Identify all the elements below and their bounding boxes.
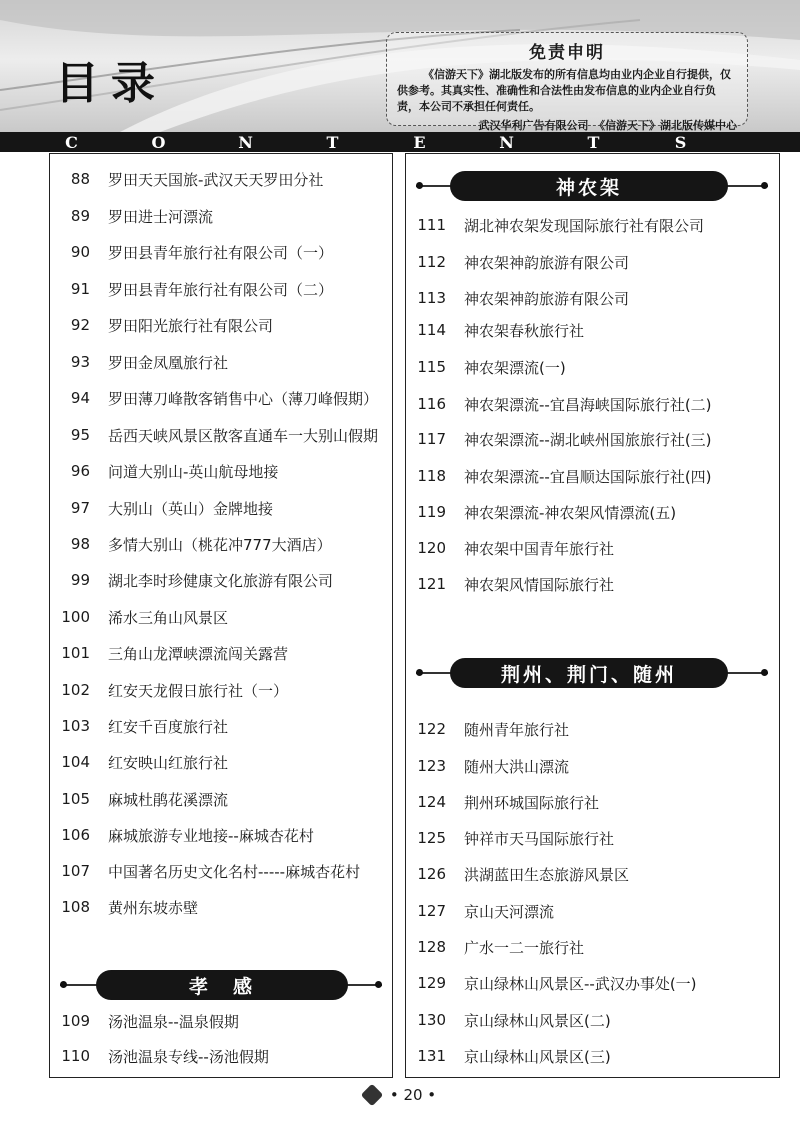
toc-entry[interactable]	[406, 754, 569, 778]
toc-entry-label: 神农架漂流--宜昌海峡国际旅行社(二)	[464, 395, 712, 414]
toc-entry[interactable]	[406, 500, 676, 524]
toc-entry[interactable]	[406, 1044, 611, 1068]
toc-entry[interactable]	[406, 971, 697, 995]
toc-entry-label: 黄州东坡赤壁	[108, 898, 199, 917]
section-banner-shennongjia	[416, 171, 768, 201]
toc-entry[interactable]	[406, 790, 599, 814]
toc-entry-number: 90	[70, 243, 90, 261]
toc-entry-number: 102	[61, 681, 90, 699]
toc-entry[interactable]	[406, 826, 614, 850]
toc-entry-label: 红安映山红旅行社	[108, 753, 229, 772]
toc-entry-number: 104	[61, 753, 90, 771]
toc-entry-number: 95	[70, 426, 90, 444]
toc-right-column	[405, 153, 780, 1078]
toc-entry[interactable]	[50, 678, 288, 702]
toc-entry[interactable]	[50, 167, 323, 191]
toc-entry[interactable]	[50, 750, 228, 774]
toc-entry[interactable]	[406, 899, 554, 923]
toc-entry-label: 汤池温泉--温泉假期	[108, 1012, 239, 1031]
toc-entry-label: 随州青年旅行社	[464, 720, 570, 739]
toc-entry-number: 126	[417, 865, 446, 883]
toc-entry[interactable]	[406, 464, 712, 488]
page-header	[0, 0, 800, 132]
toc-entry[interactable]	[50, 496, 273, 520]
toc-entry-number: 107	[61, 862, 90, 880]
toc-entry[interactable]	[406, 935, 584, 959]
toc-entry[interactable]	[406, 717, 569, 741]
contents-letter: S	[674, 132, 687, 152]
toc-entry-label: 京山天河漂流	[464, 902, 555, 921]
toc-entry[interactable]	[50, 1044, 269, 1068]
toc-entry-number: 121	[417, 575, 446, 593]
toc-entry-label: 京山绿林山风景区--武汉办事处(一)	[464, 974, 697, 993]
toc-entry-label: 问道大别山-英山航母地接	[108, 462, 279, 481]
toc-entry-number: 98	[70, 535, 90, 553]
toc-entry[interactable]	[50, 859, 360, 883]
toc-entry-number: 110	[61, 1047, 90, 1065]
toc-entry-number: 94	[70, 389, 90, 407]
toc-entry-label: 随州大洪山漂流	[464, 757, 570, 776]
toc-entry[interactable]	[406, 318, 584, 342]
toc-entry-number: 120	[417, 539, 446, 557]
page-number: • 20 •	[389, 1086, 437, 1104]
toc-entry-number: 92	[70, 316, 90, 334]
toc-entry[interactable]	[406, 536, 614, 560]
toc-entry-label: 京山绿林山风景区(二)	[464, 1011, 611, 1030]
toc-entry-number: 108	[61, 898, 90, 916]
toc-entry-number: 114	[417, 321, 446, 339]
toc-entry-label: 神农架中国青年旅行社	[464, 539, 615, 558]
toc-entry-number: 118	[417, 467, 446, 485]
toc-entry-label: 洪湖蓝田生态旅游风景区	[464, 865, 630, 884]
toc-entry[interactable]	[406, 392, 712, 416]
toc-entry-label: 神农架春秋旅行社	[464, 321, 585, 340]
contents-bar	[0, 132, 800, 152]
section-title: 神农架	[450, 171, 728, 201]
toc-entry-number: 123	[417, 757, 446, 775]
toc-entry[interactable]	[50, 641, 288, 665]
toc-entry-number: 124	[417, 793, 446, 811]
disclaimer-signature: 武汉华利广告有限公司 《信游天下》湖北版传媒中心	[478, 119, 737, 132]
toc-entry-label: 罗田进士河漂流	[108, 207, 214, 226]
toc-entry-label: 红安天龙假日旅行社（一）	[108, 681, 289, 700]
toc-entry-label: 神农架神韵旅游有限公司	[464, 289, 630, 308]
toc-entry[interactable]	[406, 862, 629, 886]
toc-entry-label: 罗田天天国旅-武汉天天罗田分社	[108, 170, 324, 189]
toc-entry-number: 127	[417, 902, 446, 920]
toc-entry-number: 89	[70, 207, 90, 225]
toc-entry[interactable]	[50, 313, 273, 337]
toc-entry-number: 103	[61, 717, 90, 735]
toc-entry-number: 100	[61, 608, 90, 626]
toc-entry-label: 京山绿林山风景区(三)	[464, 1047, 611, 1066]
section-title: 孝 感	[96, 970, 348, 1000]
toc-entry-label: 神农架漂流(一)	[464, 358, 566, 377]
toc-entry[interactable]	[50, 895, 198, 919]
toc-entry-number: 105	[61, 790, 90, 808]
toc-entry[interactable]	[50, 204, 213, 228]
toc-entry-number: 130	[417, 1011, 446, 1029]
toc-entry-label: 神农架漂流-神农架风情漂流(五)	[464, 503, 677, 522]
toc-entry-label: 罗田阳光旅行社有限公司	[108, 316, 274, 335]
section-title: 荆州、荆门、随州	[450, 658, 728, 688]
page-footer	[0, 1080, 800, 1110]
contents-letter: O	[151, 132, 166, 152]
toc-entry-label: 浠水三角山风景区	[108, 608, 229, 627]
toc-entry-number: 88	[70, 170, 90, 188]
toc-entry[interactable]	[406, 355, 566, 379]
page-title: 目录	[55, 58, 167, 109]
contents-letter: T	[326, 132, 339, 152]
toc-entry[interactable]	[50, 423, 378, 447]
toc-entry-number: 99	[70, 571, 90, 589]
disclaimer-title: 免责申明	[529, 43, 605, 63]
toc-entry-label: 神农架漂流--宜昌顺达国际旅行社(四)	[464, 467, 712, 486]
section-banner-xiaogan	[60, 970, 382, 1000]
toc-entry-number: 91	[70, 280, 90, 298]
toc-entry[interactable]	[50, 277, 333, 301]
toc-entry[interactable]	[406, 250, 629, 274]
toc-entry[interactable]	[50, 386, 378, 410]
toc-entry-label: 神农架神韵旅游有限公司	[464, 253, 630, 272]
toc-entry[interactable]	[50, 240, 333, 264]
toc-entry-number: 129	[417, 974, 446, 992]
toc-entry[interactable]	[50, 459, 278, 483]
toc-entry-number: 115	[417, 358, 446, 376]
toc-entry-label: 神农架漂流--湖北峡州国旅旅行社(三)	[464, 430, 712, 449]
toc-entry[interactable]	[50, 714, 228, 738]
toc-entry-label: 罗田县青年旅行社有限公司（二）	[108, 280, 334, 299]
toc-entry-number: 111	[417, 216, 446, 234]
toc-entry-label: 钟祥市天马国际旅行社	[464, 829, 615, 848]
toc-entry-number: 125	[417, 829, 446, 847]
toc-entry-number: 96	[70, 462, 90, 480]
toc-entry[interactable]	[406, 572, 614, 596]
toc-entry-number: 97	[70, 499, 90, 517]
toc-entry-label: 多情大别山（桃花冲777大酒店）	[108, 535, 332, 554]
toc-entry-label: 荆州环城国际旅行社	[464, 793, 600, 812]
toc-entry-label: 汤池温泉专线--汤池假期	[108, 1047, 269, 1066]
toc-entry[interactable]	[50, 605, 228, 629]
toc-entry-number: 117	[417, 430, 446, 448]
toc-entry-number: 131	[417, 1047, 446, 1065]
toc-entry-number: 113	[417, 289, 446, 307]
section-banner-jingzhou	[416, 658, 768, 688]
toc-entry-label: 罗田县青年旅行社有限公司（一）	[108, 243, 334, 262]
toc-entry[interactable]	[50, 787, 228, 811]
toc-entry-label: 广水一二一旅行社	[464, 938, 585, 957]
toc-entry-number: 119	[417, 503, 446, 521]
toc-entry-label: 罗田薄刀峰散客销售中心（薄刀峰假期）	[108, 389, 379, 408]
toc-entry[interactable]	[50, 823, 314, 847]
toc-entry-number: 122	[417, 720, 446, 738]
toc-entry-label: 湖北神农架发现国际旅行社有限公司	[464, 216, 705, 235]
toc-entry-label: 神农架风情国际旅行社	[464, 575, 615, 594]
toc-entry[interactable]	[50, 1009, 239, 1033]
toc-entry[interactable]	[406, 213, 704, 237]
toc-entry-number: 112	[417, 253, 446, 271]
publisher-logo-icon	[361, 1084, 384, 1107]
toc-entry-label: 三角山龙潭峡漂流闯关露营	[108, 644, 289, 663]
toc-entry[interactable]	[50, 350, 228, 374]
toc-entry-label: 岳西天峡风景区散客直通车一大别山假期	[108, 426, 379, 445]
toc-entry-label: 中国著名历史文化名村-----麻城杏花村	[108, 862, 361, 881]
toc-entry-label: 红安千百度旅行社	[108, 717, 229, 736]
toc-entry-label: 罗田金凤凰旅行社	[108, 353, 229, 372]
toc-entry-number: 93	[70, 353, 90, 371]
toc-entry-number: 116	[417, 395, 446, 413]
contents-letter: N	[499, 132, 514, 152]
toc-entry-label: 麻城旅游专业地接--麻城杏花村	[108, 826, 314, 845]
toc-entry-number: 101	[61, 644, 90, 662]
toc-entry[interactable]	[406, 1008, 611, 1032]
contents-letter: T	[587, 132, 600, 152]
toc-left-column	[49, 153, 393, 1078]
toc-entry[interactable]	[406, 427, 712, 451]
toc-entry-label: 麻城杜鹃花溪漂流	[108, 790, 229, 809]
contents-letter: E	[413, 132, 426, 152]
toc-entry[interactable]	[50, 568, 333, 592]
contents-letter: C	[65, 132, 78, 152]
toc-entry[interactable]	[50, 532, 332, 556]
toc-entry[interactable]	[406, 286, 629, 310]
contents-letter: N	[238, 132, 253, 152]
toc-entry-label: 湖北李时珍健康文化旅游有限公司	[108, 571, 334, 590]
disclaimer-box	[386, 32, 748, 132]
toc-entry-label: 大别山（英山）金牌地接	[108, 499, 274, 518]
toc-entry-number: 109	[61, 1012, 90, 1030]
disclaimer-text: 《信游天下》湖北版发布的所有信息均由业内企业自行提供，仅供参考。其真实性、准确性和合法性由发布信息的业内企业自行负责，本公司不承担任何责任。	[397, 68, 731, 113]
toc-entry-number: 128	[417, 938, 446, 956]
toc-entry-number: 106	[61, 826, 90, 844]
